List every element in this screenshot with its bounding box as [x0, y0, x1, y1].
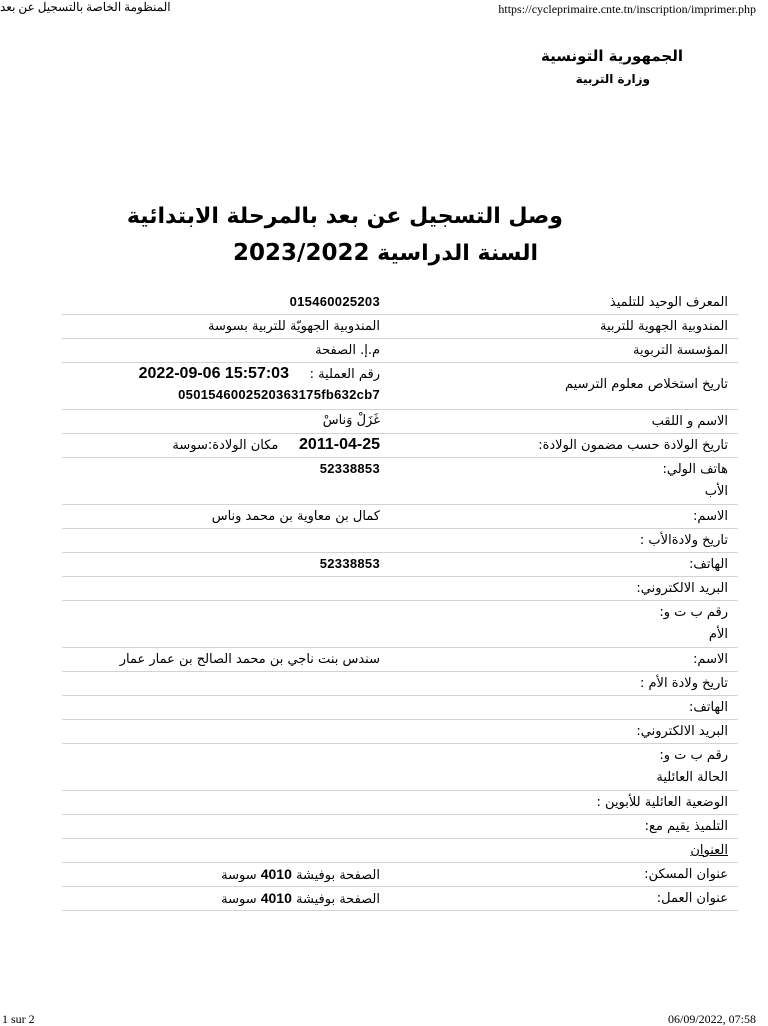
table-row	[62, 815, 738, 839]
guardian-phone-value: 52338853	[319, 461, 380, 476]
transaction-value: 0501546002520363175fb632cb7	[178, 387, 380, 402]
table-row	[62, 363, 738, 410]
birth-line	[172, 436, 380, 454]
work-address-city: سوسة	[221, 892, 257, 907]
table-row	[62, 410, 738, 434]
father-cin-label: رقم ب ت و:	[659, 605, 728, 620]
birth-date-value: 2011-04-25	[299, 436, 380, 453]
school-year-value: 2023/2022	[233, 240, 370, 266]
print-header-title: المنظومة الخاصة بالتسجيل عن بعد	[0, 0, 171, 14]
mother-birth-label: تاريخ ولادة الأم :	[639, 676, 728, 691]
republic-heading: الجمهورية التونسية	[541, 47, 683, 65]
payment-date-label: تاريخ استخلاص معلوم الترسيم	[565, 377, 728, 392]
work-address-label: عنوان العمل:	[656, 891, 728, 906]
lives-with-label: التلميذ يقيم مع:	[644, 819, 728, 834]
mother-phone-label: الهاتف:	[689, 700, 728, 715]
home-address-label: عنوان المسكن:	[644, 867, 728, 882]
print-header-url: https://cycleprimaire.cnte.tn/inscription/imprimer.php	[498, 2, 756, 16]
registration-table	[62, 291, 738, 911]
table-row	[62, 887, 738, 911]
guardian-phone-label: هاتف الولي:	[662, 462, 728, 477]
school-year-label: السنة الدراسية	[377, 241, 538, 266]
work-address-street: الصفحة بوفيشة	[296, 892, 380, 907]
table-row	[62, 672, 738, 696]
father-email-label: البريد الالكتروني:	[636, 581, 728, 596]
home-address-zip: 4010	[260, 866, 292, 882]
home-address-street: الصفحة بوفيشة	[296, 868, 380, 883]
school-value: م.إ. الصفحة	[315, 343, 380, 358]
school-label: المؤسسة التربوية	[633, 343, 728, 358]
payment-datetime-value: 2022-09-06 15:57:03	[138, 365, 289, 382]
student-id-label: المعرف الوحيد للتلميذ	[609, 295, 728, 310]
commissariat-value: المندوبية الجهويّة للتربية بسوسة	[208, 319, 380, 334]
father-name-value: كمال بن معاوية بن محمد وناس	[211, 509, 380, 524]
family-section-title: الحالة العائلية	[656, 770, 728, 785]
table-row	[62, 839, 738, 863]
table-row	[62, 505, 738, 529]
table-row	[62, 553, 738, 577]
transaction-label: رقم العملية :	[309, 367, 380, 382]
table-row	[62, 339, 738, 363]
table-row	[62, 601, 738, 648]
father-phone-label: الهاتف:	[689, 557, 728, 572]
print-footer-page: 1 sur 2	[2, 1012, 35, 1026]
mother-cin-label: رقم ب ت و:	[659, 748, 728, 763]
work-address-value	[221, 890, 380, 907]
father-phone-value: 52338853	[319, 556, 380, 571]
birth-place-value: سوسة	[172, 438, 208, 453]
mother-email-label: البريد الالكتروني:	[636, 724, 728, 739]
mother-name-value: سندس بنت ناجي بن محمد الصالح بن عمار عمار	[119, 652, 380, 667]
table-row	[62, 744, 738, 791]
student-id-value: 015460025203	[289, 294, 380, 309]
birth-date-label: تاريخ الولادة حسب مضمون الولادة:	[538, 438, 728, 453]
commissariat-label: المندوبية الجهوية للتربية	[599, 319, 728, 334]
table-row	[62, 529, 738, 553]
table-row	[62, 696, 738, 720]
table-row	[62, 791, 738, 815]
table-row	[62, 458, 738, 505]
student-name-label: الاسم و اللقب	[651, 414, 728, 429]
table-row	[62, 315, 738, 339]
address-section-title: العنوان	[690, 843, 728, 858]
father-birth-label: تاريخ ولادةالأب :	[639, 533, 728, 548]
table-row	[62, 434, 738, 458]
home-address-value	[221, 866, 380, 883]
document-title: وصل التسجيل عن بعد بالمرحلة الابتدائية	[126, 204, 563, 229]
family-status-label: الوضعية العائلية للأبوين :	[596, 795, 728, 810]
home-address-city: سوسة	[221, 868, 257, 883]
work-address-zip: 4010	[260, 890, 292, 906]
ministry-heading: وزارة التربية	[575, 72, 650, 86]
father-section-title: الأب	[704, 484, 728, 499]
birth-place-label: مكان الولادة:	[207, 438, 279, 453]
print-footer-date: 06/09/2022, 07:58	[667, 1012, 756, 1026]
table-row	[62, 577, 738, 601]
mother-name-label: الاسم:	[693, 652, 728, 667]
table-row	[62, 863, 738, 887]
school-year-title	[233, 240, 538, 266]
payment-datetime-line	[139, 365, 380, 383]
mother-section-title: الأم	[708, 627, 728, 642]
table-row	[62, 291, 738, 315]
table-row	[62, 648, 738, 672]
table-row	[62, 720, 738, 744]
father-name-label: الاسم:	[693, 509, 728, 524]
student-name-value: غَزَلْ وَناسْ	[322, 413, 380, 428]
